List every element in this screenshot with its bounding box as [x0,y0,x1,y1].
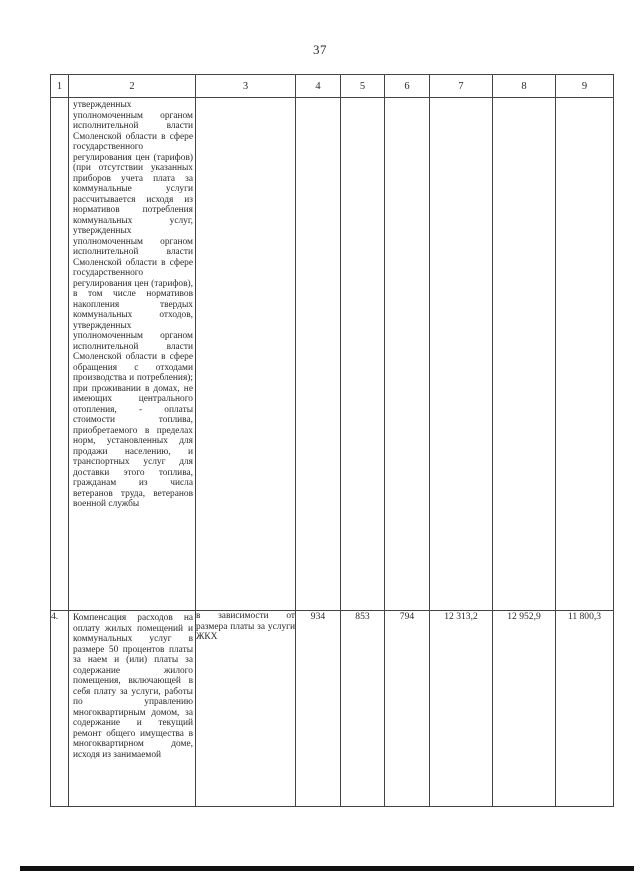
description-cell [69,611,196,807]
value-cell: 12 952,9 [493,611,556,807]
table-header-row [51,75,614,98]
value-cell [296,98,341,611]
value-cell [430,98,493,611]
value-cell [556,98,614,611]
description-cell [69,98,196,611]
basis-cell: в зависимости от размера платы за услуги ЖКХ [196,611,296,807]
value-cell: 934 [296,611,341,807]
column-header: 2 [69,75,196,98]
value-cell: 12 313,2 [430,611,493,807]
description-text: Компенсация расходов на оплату жилых помещений и коммунальных услуг в размере 50 процентов платы за наем и (или) платы за содержание жилого помещения, включающей в себя плату за услуги, работы по управлению многоквартирным домом, за содержание и текущий ремонт общего имущества в многоквартирном доме, исходя из занимаемой [73,613,193,760]
column-header: 4 [296,75,341,98]
column-header: 7 [430,75,493,98]
description-text: утвержденных уполномоченным органом исполнительной власти Смоленской области в сфере государственного регулирования цен (тарифов) (при отсутствии указанных приборов учета плата за коммунальные услуги рассчитывается исходя из нормативов потребления коммунальных услуг, утвержденных уполномоченным органом исполнительной власти Смоленской области в сфере государственного регулирования цен (тарифов), в том числе нормативов накопления твердых коммунальных отходов, утвержденных уполномоченным органом исполнительной власти Смоленской области в сфере обращения с отходами производства и потребления); при проживании в домах, не имеющих центрального отопления, - оплаты стоимости топлива, приобретаемого в пределах норм, установленных для продажи населению, и транспортных услуг для доставки этого топлива, гражданам из числа ветеранов труда, ветеранов военной службы [73,100,193,509]
basis-cell [196,98,296,611]
column-header: 9 [556,75,614,98]
table-row [51,611,614,807]
benefits-table [50,74,614,807]
page-number: 37 [313,42,327,57]
value-cell: 853 [341,611,385,807]
value-cell [493,98,556,611]
value-cell: 11 800,3 [556,611,614,807]
column-header: 6 [385,75,430,98]
value-cell [341,98,385,611]
column-header: 1 [51,75,69,98]
row-number-cell: 4. [51,611,69,807]
column-header: 5 [341,75,385,98]
row-number-cell [51,98,69,611]
table-row [51,98,614,611]
page-bottom-rule [20,866,634,871]
value-cell [385,98,430,611]
column-header: 3 [196,75,296,98]
column-header: 8 [493,75,556,98]
value-cell: 794 [385,611,430,807]
